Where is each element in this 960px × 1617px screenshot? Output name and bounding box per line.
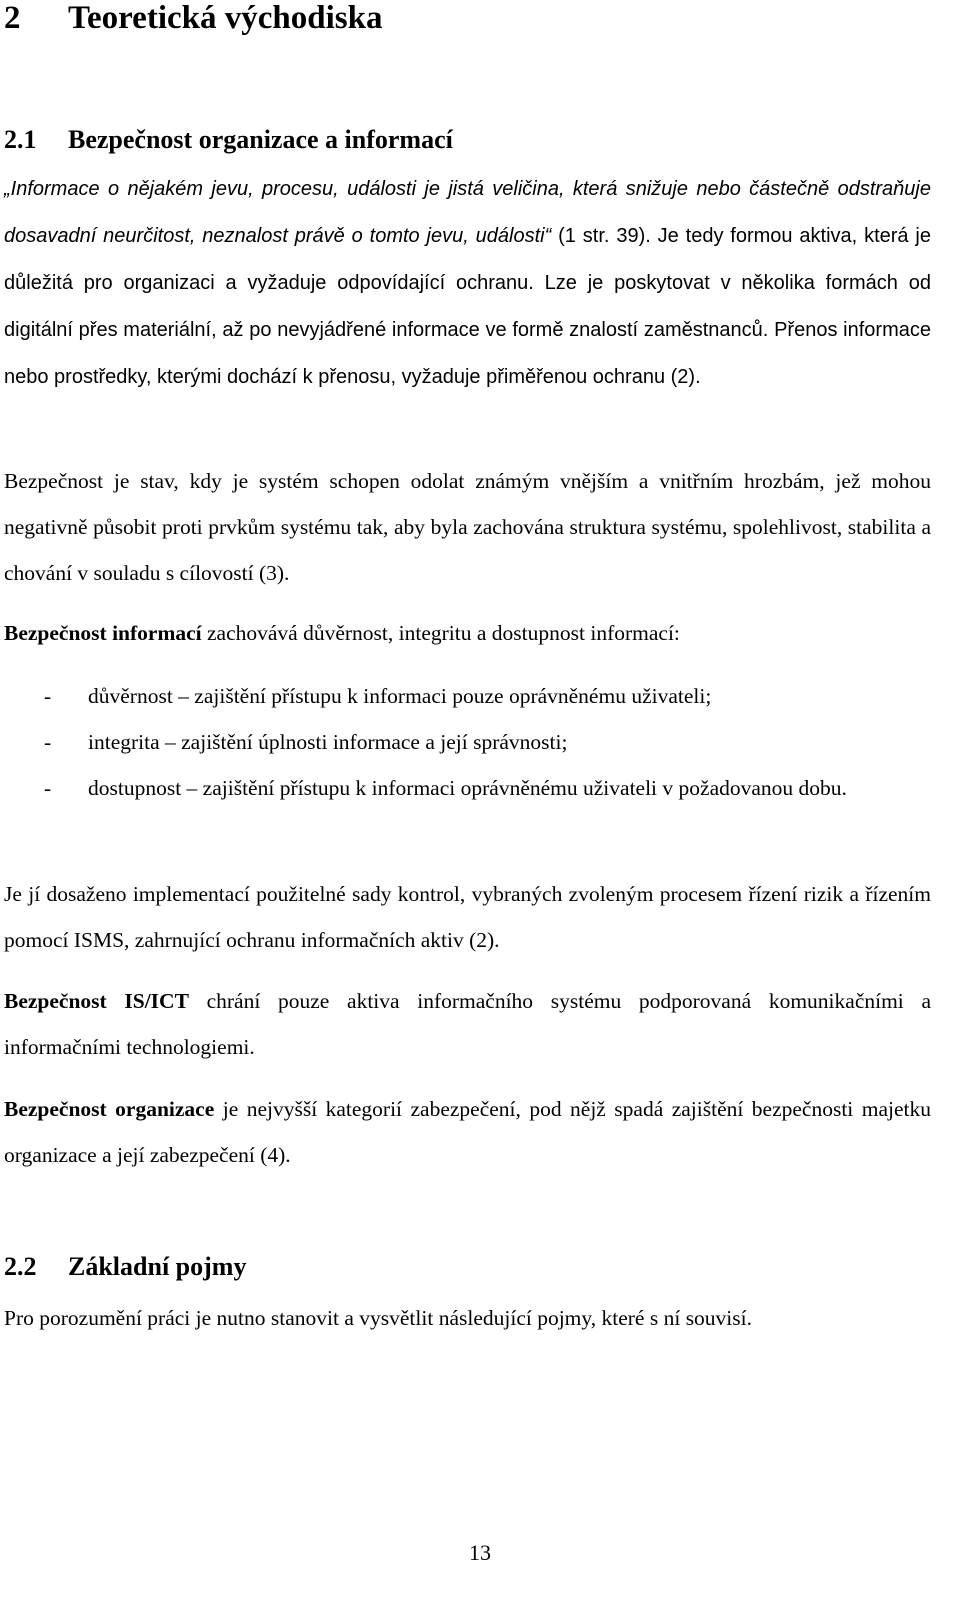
chapter-number: 2 (4, 0, 21, 36)
paragraph-text: chrání pouze aktiva informačního systému podporovaná komunikačními a informačními technologiemi. (4, 989, 932, 1059)
list-dash: - (44, 776, 52, 800)
paragraph-organization-security (4, 1086, 931, 1178)
term-is-ict-security: Bezpečnost IS/ICT (4, 989, 189, 1013)
section-heading-2-1 (4, 120, 453, 160)
list-item-confidentiality (4, 673, 931, 719)
section-title: Základní pojmy (68, 1252, 247, 1281)
paragraph-security-definition: Bezpečnost je stav, kdy je systém schopen odolat známým vnějším a vnitřním hrozbám, jež mohou negativně působit proti prvkům systému tak, aby byla zachována struktura systému, spolehlivost, stabilita a chování v souladu s cílovostí (3). (4, 469, 931, 585)
term-information-security: Bezpečnost informací (4, 621, 202, 645)
definition-quote: „Informace o nějakém jevu, procesu, události je jistá veličina, která snižuje nebo částečně odstraňuje dosavadní neurčitost, neznalost právě o tomto jevu, události“ (4, 178, 931, 247)
list-item-text: integrita – zajištění úplnosti informace a její správnosti; (88, 730, 568, 754)
paragraph-text: je nejvyšší kategorií zabezpečení, pod nějž spadá zajištění bezpečnosti majetku organizace a její zabezpečení (4). (4, 1097, 931, 1167)
chapter-title: Teoretická východiska (68, 0, 383, 36)
paragraph-information-security (4, 610, 931, 656)
section-title: Bezpečnost organizace a informací (68, 125, 453, 154)
section-number: 2.1 (4, 125, 37, 154)
paragraph-is-ict-security (4, 978, 931, 1070)
paragraph-text: (1 str. 39). Je tedy formou aktiva, která je důležitá pro organizaci a vyžaduje odpovídající ochranu. Lze je poskytovat v několika formách od digitální přes materiální, až po nevyjádřené informace ve formě znalostí zaměstnanců. Přenos informace nebo prostředky, kterými dochází k přenosu, vyžaduje přiměřenou ochranu (2). (4, 225, 931, 388)
term-organization-security: Bezpečnost organizace (4, 1097, 215, 1121)
chapter-heading (4, 0, 382, 44)
paragraph-information-definition (4, 165, 931, 400)
list-item-availability (4, 765, 931, 857)
list-item-integrity (4, 719, 931, 765)
paragraph-text: zachovává důvěrnost, integritu a dostupnost informací: (201, 621, 680, 645)
page-number: 13 (469, 1540, 491, 1565)
list-item-text: důvěrnost – zajištění přístupu k informaci pouze oprávněnému uživateli; (88, 684, 712, 708)
paragraph-basic-terms: Pro porozumění práci je nutno stanovit a vysvětlit následující pojmy, které s ní souvisí. (4, 1306, 752, 1330)
list-dash: - (44, 684, 52, 708)
section-number: 2.2 (4, 1252, 37, 1281)
paragraph-implementation: Je jí dosaženo implementací použitelné sady kontrol, vybraných zvoleným procesem řízení rizik a řízením pomocí ISMS, zahrnující ochranu informačních aktiv (2). (4, 882, 931, 952)
list-dash: - (44, 730, 52, 754)
list-item-text: dostupnost – zajištění přístupu k informaci oprávněnému uživateli v požadovanou dobu. (88, 776, 847, 800)
section-heading-2-2 (4, 1247, 246, 1287)
